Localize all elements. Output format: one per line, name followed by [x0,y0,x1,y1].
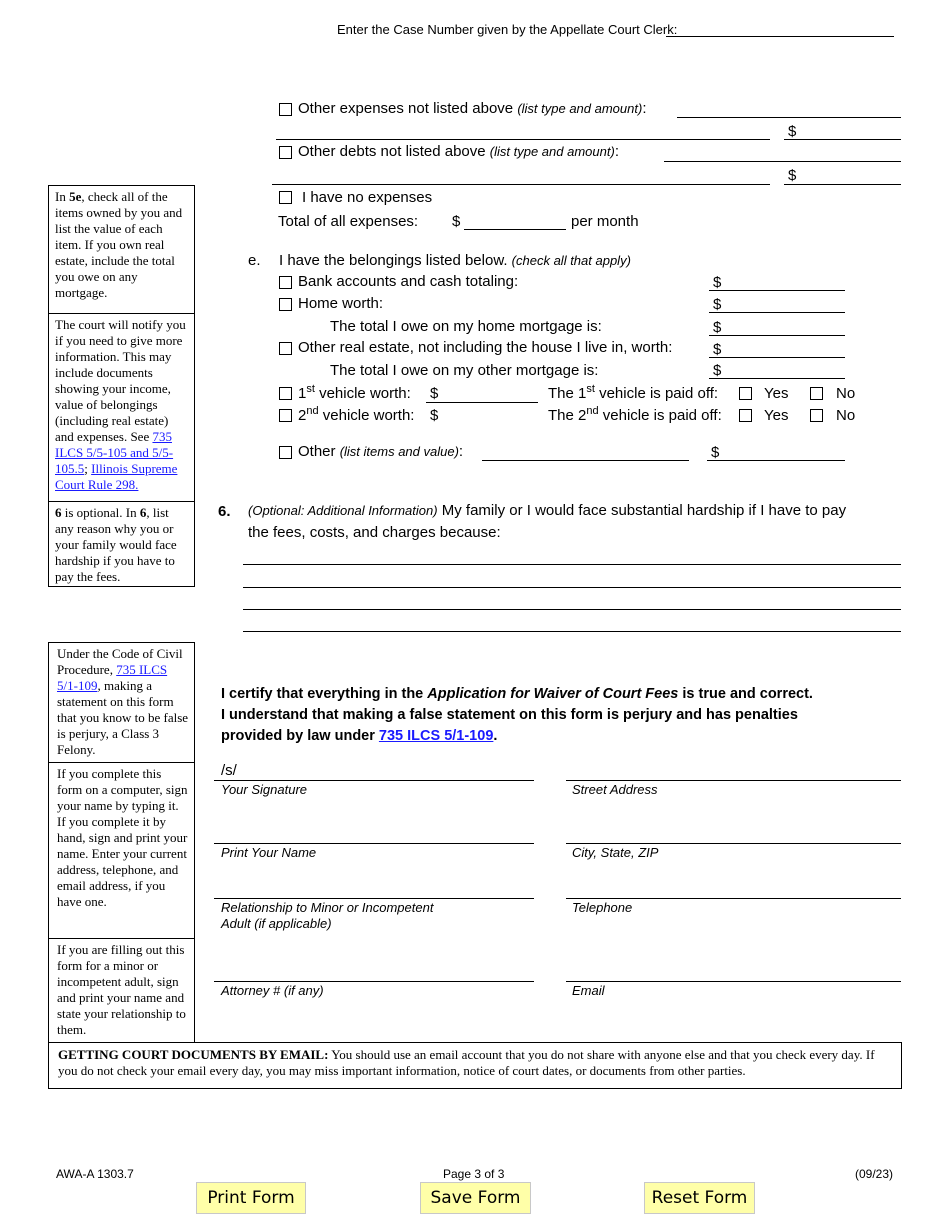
vehicle-2-paid-label: The 2nd vehicle is paid off: [548,405,722,424]
per-month-label: per month [571,213,639,230]
hardship-line-1[interactable] [243,564,901,565]
no-label: No [836,407,856,424]
other-belongings-checkbox[interactable] [279,446,292,459]
certification-statement: I certify that everything in the Application for Waiver of Court Fees is true and correct. I understand that making a false statement on this form is perjury and has penalties provided by law under 735 ILCS 5/1-109. [221,686,813,744]
hardship-line-4[interactable] [243,631,901,632]
dollar-sign: $ [713,319,722,336]
other-real-estate-checkbox[interactable] [279,342,292,355]
vehicle-2-checkbox[interactable] [279,409,292,422]
other-debts-amount-field[interactable] [784,184,901,185]
other-mortgage-amount-field[interactable] [709,378,845,379]
sidebar-instruction-court-notify: The court will notify you if you need to give more information. This may include documents showing your income, value of belongings (including real estate) and expenses. See 735 ILCS 5/5-105 and 5/5-105.5; Illinois Supreme Court Rule 298. [48,313,195,502]
bank-accounts-label: Bank accounts and cash totaling: [298,273,519,290]
other-real-estate-amount-field[interactable] [709,357,845,358]
sidebar-instruction-5e: In 5e, check all of the items owned by you and list the value of each item. If you own real estate, include the total you owe on any mortgage. [48,185,195,314]
telephone-field[interactable] [566,898,901,899]
relationship-field[interactable] [214,898,534,899]
dollar-sign: $ [711,444,720,461]
no-expenses-checkbox[interactable] [279,191,292,204]
attorney-number-field[interactable] [214,981,534,982]
supreme-court-rule-298-link[interactable]: Illinois Supreme Court Rule 298. [55,461,178,492]
case-number-field[interactable] [666,36,894,37]
email-notice-box: GETTING COURT DOCUMENTS BY EMAIL: You should use an email account that you do not share with anyone else and that you check every day. If you do not check your email every day, you may miss important information, notice of court dates, or documents from other parties. [48,1042,902,1089]
total-expenses-label: Total of all expenses: [278,213,419,230]
section-6-text-2: the fees, costs, and charges because: [248,524,501,541]
yes-label: Yes [764,407,789,424]
other-debts-checkbox[interactable] [279,146,292,159]
other-expenses-amount-field[interactable] [784,139,901,140]
dollar-sign: $ [452,213,461,230]
home-worth-amount-field[interactable] [709,312,845,313]
section-6-text-1: (Optional: Additional Information) My family or I would face substantial hardship if I have to pay [248,502,847,519]
email-field[interactable] [566,981,901,982]
print-form-button[interactable]: Print Form [196,1182,306,1214]
your-signature-label: Your Signature [221,782,308,797]
no-expenses-label: I have no expenses [302,189,433,206]
belongings-intro: I have the belongings listed below. (check all that apply) [279,252,631,269]
home-mortgage-label: The total I owe on my home mortgage is: [330,318,602,335]
vehicle-1-checkbox[interactable] [279,387,292,400]
sidebar-instruction-minor: If you are filling out this form for a minor or incompetent adult, sign and print your name and state your relationship to them. [48,938,195,1043]
vehicle-1-label: 1st vehicle worth: [298,383,411,402]
city-state-zip-field[interactable] [566,843,901,844]
other-real-estate-label: Other real estate, not including the house I live in, worth: [298,339,673,356]
vehicle-1-no-checkbox[interactable] [810,387,823,400]
revision-date: (09/23) [855,1167,894,1181]
print-name-field[interactable] [214,843,534,844]
home-worth-label: Home worth: [298,295,384,312]
other-expenses-type-field[interactable] [677,117,901,118]
page-number: Page 3 of 3 [443,1167,505,1181]
case-number-label: Enter the Case Number given by the Appellate Court Clerk: [337,22,678,37]
home-mortgage-amount-field[interactable] [709,335,845,336]
bank-accounts-checkbox[interactable] [279,276,292,289]
other-expenses-line-2[interactable] [276,139,770,140]
reset-form-button[interactable]: Reset Form [644,1182,755,1214]
vehicle-1-amount-field[interactable] [426,402,538,403]
vehicle-1-paid-label: The 1st vehicle is paid off: [548,383,719,402]
other-belongings-items-field[interactable] [482,460,689,461]
statute-link[interactable]: 735 ILCS 5/1-109 [378,728,494,744]
save-form-button[interactable]: Save Form [420,1182,531,1214]
dollar-sign: $ [788,123,797,140]
section-e-letter: e. [248,252,261,269]
yes-label: Yes [764,385,789,402]
street-address-label: Street Address [572,782,658,797]
section-6-number: 6. [218,503,231,520]
sidebar-instruction-signature: If you complete this form on a computer, sign your name by typing it. If you complete it by hand, sign and print your name. Enter your current address, telephone, and email address, if you have one. [48,762,195,939]
dollar-sign: $ [713,296,722,313]
other-expenses-label: Other expenses not listed above (list type and amount): [298,100,647,117]
signature-value: /s/ [221,762,237,779]
other-debts-type-field[interactable] [664,161,901,162]
signature-field[interactable] [214,780,534,781]
other-expenses-checkbox[interactable] [279,103,292,116]
dollar-sign: $ [430,385,439,402]
dollar-sign: $ [713,274,722,291]
dollar-sign: $ [713,362,722,379]
other-debts-line-2[interactable] [272,184,770,185]
sidebar-instruction-perjury: Under the Code of Civil Procedure, 735 ILCS 5/1-109, making a statement on this form that you know to be false is perjury, a Class 3 Felony. [48,642,195,763]
ilcs-5-1-109-link[interactable]: 735 ILCS 5/1-109 [57,662,168,693]
telephone-label: Telephone [572,900,633,915]
attorney-number-label: Attorney # (if any) [221,983,324,998]
dollar-sign: $ [713,341,722,358]
print-name-label: Print Your Name [221,845,317,860]
other-debts-label: Other debts not listed above (list type and amount): [298,143,619,160]
dollar-sign: $ [788,167,797,184]
sidebar-instruction-6: 6 is optional. In 6, list any reason why you or your family would face hardship if you have to pay the fees. [48,501,195,587]
vehicle-1-yes-checkbox[interactable] [739,387,752,400]
total-expenses-field[interactable] [464,229,566,230]
vehicle-2-no-checkbox[interactable] [810,409,823,422]
other-belongings-amount-field[interactable] [707,460,845,461]
other-belongings-label: Other (list items and value): [298,443,464,460]
vehicle-2-label: 2nd vehicle worth: [298,405,415,424]
dollar-sign: $ [430,407,439,424]
hardship-line-3[interactable] [243,609,901,610]
bank-accounts-amount-field[interactable] [709,290,845,291]
ilcs-5-105-link[interactable]: 735 ILCS 5/5-105 and 5/5-105.5 [55,429,174,476]
other-mortgage-label: The total I owe on my other mortgage is: [330,362,599,379]
form-id: AWA-A 1303.7 [56,1167,134,1181]
vehicle-2-yes-checkbox[interactable] [739,409,752,422]
city-state-zip-label: City, State, ZIP [572,845,659,860]
street-address-field[interactable] [566,780,901,781]
hardship-line-2[interactable] [243,587,901,588]
home-worth-checkbox[interactable] [279,298,292,311]
email-label: Email [572,983,605,998]
relationship-label: Relationship to Minor or Incompetent Adult (if applicable) [221,900,434,931]
no-label: No [836,385,856,402]
